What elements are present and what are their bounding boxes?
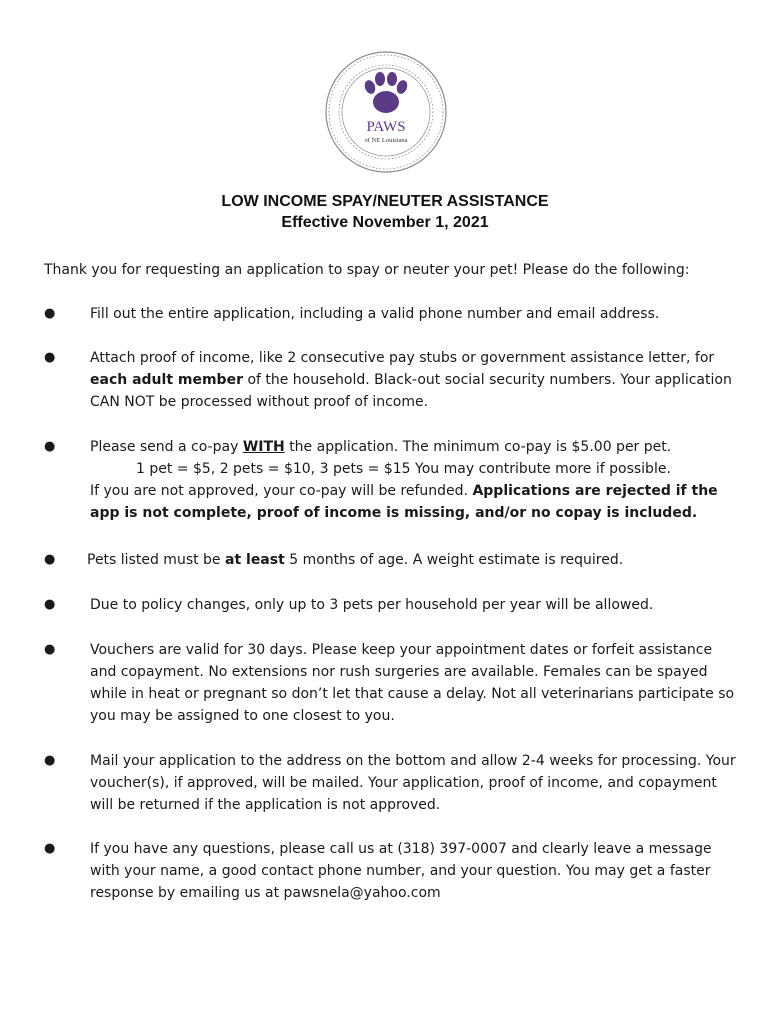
document-heading [0, 191, 770, 233]
bullet-text-part: Pets listed must be [87, 552, 221, 568]
bullet-icon: ● [44, 642, 56, 657]
bullet-text: If you have any questions, please call us at (318) 397-0007 and clearly leave a message with your name, a good contact phone number, and your question. You may get a faster response by emailing us at pawsnela@yahoo.com [90, 841, 712, 901]
bullet-bold-text: Applications are rejected if the app is not complete, proof of income is missing, and/or no copay is included. [90, 483, 718, 521]
bullet-text: Mail your application to the address on the bottom and allow 2-4 weeks for processing. Your voucher(s), if approved, will be mailed. Your application, proof of income, and copayment will be returned if the application is not approved. [90, 753, 736, 813]
paws-logo [324, 50, 448, 174]
bullet-icon: ● [44, 306, 56, 321]
bullet-bold-text: each adult member [90, 372, 243, 388]
bullet-text-part: Attach proof of income, like 2 consecutive pay stubs or government assistance letter, for [90, 350, 715, 366]
bullet-text-part: the application. The minimum co-pay is $5.00 per pet. [289, 439, 672, 455]
logo-name: PAWS [366, 119, 406, 135]
paws-seal-icon [324, 50, 448, 174]
bullet-text-part: 5 months of age. A weight estimate is required. [289, 552, 624, 568]
bullet-icon: ● [44, 439, 56, 454]
bullet-icon: ● [44, 841, 56, 856]
bullet-text-part: Please send a co-pay [90, 439, 239, 455]
copay-rates: 1 pet = $5, 2 pets = $10, 3 pets = $15 You may contribute more if possible. [136, 461, 671, 477]
bullet-text: Due to policy changes, only up to 3 pets per household per year will be allowed. [90, 597, 654, 613]
bullet-bold-text: at least [225, 552, 285, 568]
bullet-text-part: If you are not approved, your co-pay will be refunded. [90, 483, 468, 499]
bullet-underlined-text: WITH [242, 439, 285, 455]
bullet-icon: ● [44, 552, 56, 567]
bullet-icon: ● [44, 350, 56, 365]
bullet-text [90, 347, 736, 413]
bullet-text-part: of the household. Black-out social security numbers. Your application CAN NOT be processed without proof of income. [90, 372, 732, 410]
bullet-text [90, 436, 736, 524]
bullet-icon: ● [44, 597, 56, 612]
bullet-text: Fill out the entire application, including a valid phone number and email address. [90, 306, 660, 322]
effective-date: Effective November 1, 2021 [281, 214, 489, 231]
bullet-text: Vouchers are valid for 30 days. Please keep your appointment dates or forfeit assistance and copayment. No extensions nor rush surgeries are available. Females can be spayed while in heat or pregnant so don’t let that cause a delay. Not all veterinarians participate so you may be assigned to one closest to you. [90, 642, 735, 724]
logo-subtitle: of NE Louisiana [364, 137, 408, 144]
document-title: LOW INCOME SPAY/NEUTER ASSISTANCE [221, 193, 549, 210]
intro-text: Thank you for requesting an application to spay or neuter your pet! Please do the following: [44, 262, 690, 278]
bullet-icon: ● [44, 753, 56, 768]
bullet-text [87, 549, 733, 571]
